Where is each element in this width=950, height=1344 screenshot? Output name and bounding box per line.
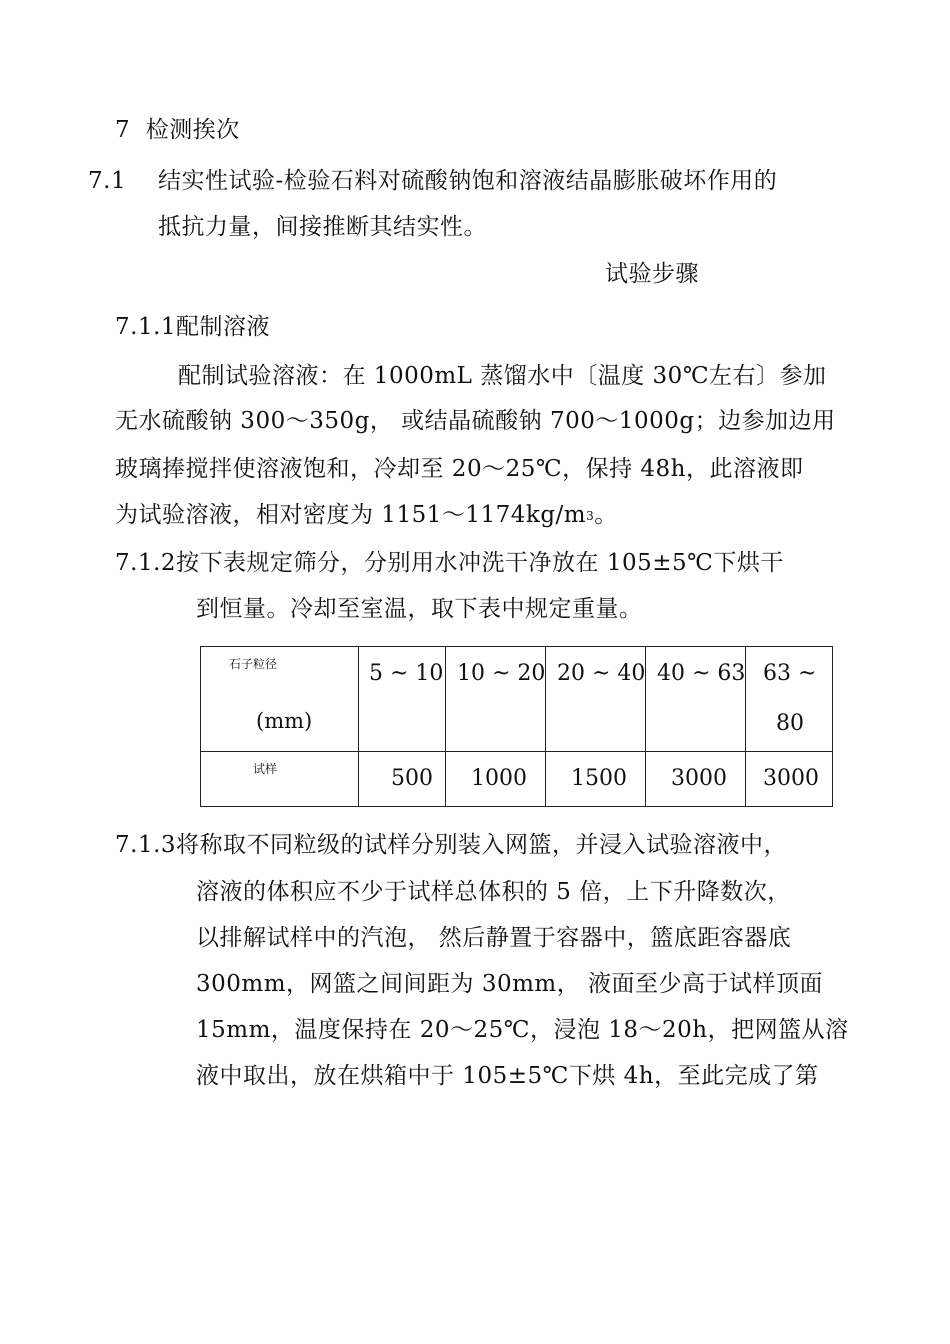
weight-value: 1500 [571,766,627,791]
table-row [201,647,833,752]
size-label: 石子粒径 [229,657,278,671]
section-7-1-3-line2: 溶液的体积应不少于试样总体积的 5 倍，上下升降数次， [196,879,791,905]
range-cell [546,647,646,752]
sample-label-cell [201,752,359,807]
range-cell [359,647,446,752]
cubic-superscript: 3 [586,509,595,523]
section-7-1-2-line2: 到恒量。冷却至室温，取下表中规定重量。 [196,596,643,622]
range-cell [446,647,546,752]
range-label: 5 ~ 10 [369,661,444,686]
sieve-table [200,646,833,807]
section-7-1-number: 7.1 [88,168,127,194]
steps-heading: 试验步骤 [605,261,699,287]
section-7-1-3-line5: 15mm，温度保持在 20～25℃，浸泡 18～20h，把网篮从溶 [196,1017,849,1043]
section-7-1-3-line1: 7.1.3将称取不同粒级的试样分别装入网篮，并浸入试验溶液中， [115,832,788,858]
table-header-cell [201,647,359,752]
section-7-1-3-line3: 以排解试样中的汽泡， 然后静置于容器中，篮底距容器底 [196,925,792,951]
range-cell [646,647,746,752]
table-row [201,752,833,807]
section-7-1-1-title: 7.1.1配制溶液 [115,314,271,340]
range-label: 40 ~ 63 [657,661,746,686]
section-7-1-1-line4-main: 为试验溶液，相对密度为 1151～1174kg/m [115,502,587,528]
weight-value: 3000 [671,766,727,791]
sample-label: 试样 [253,762,278,776]
section-7-1-1-line4 [115,500,618,531]
section-7-1-3-line4: 300mm，网篮之间间距为 30mm， 液面至少高于试样顶面 [196,971,824,997]
range-label: 63 ~ [763,661,817,686]
range-cell [746,647,833,752]
range-label-cont: 80 [776,711,804,736]
section-7-1-1-line4-end: 。 [594,502,618,528]
section-7-number: 7 [115,117,131,143]
weight-cell [746,752,833,807]
range-label: 10 ~ 20 [457,661,546,686]
range-label: 20 ~ 40 [557,661,646,686]
section-7-1-1-line1: 配制试验溶液：在 1000mL 蒸馏水中〔温度 30℃左右〕参加 [178,363,827,389]
section-7-heading [115,115,240,145]
section-7-1-line2: 抵抗力量，间接推断其结实性。 [158,214,487,240]
section-7-1-line1: 结实性试验-检验石料对硫酸钠饱和溶液结晶膨胀破坏作用的 [158,168,778,194]
size-unit: (mm) [256,709,313,733]
section-7-title: 检测挨次 [145,117,240,143]
section-7-1-1-line2: 无水硫酸钠 300～350g， 或结晶硫酸钠 700～1000g；边参加边用 [115,408,836,434]
section-7-1-3-line6: 液中取出，放在烘箱中于 105±5℃下烘 4h，至此完成了第 [196,1063,819,1089]
weight-value: 500 [391,766,433,791]
weight-cell [446,752,546,807]
section-7-1-2-line1: 7.1.2按下表规定筛分，分别用水冲洗干净放在 105±5℃下烘干 [115,550,784,576]
section-7-1-1-line3: 玻璃捧搅拌使溶液饱和，冷却至 20～25℃，保持 48h，此溶液即 [115,456,804,482]
weight-cell [359,752,446,807]
weight-cell [546,752,646,807]
weight-value: 1000 [471,766,527,791]
weight-value: 3000 [763,766,819,791]
weight-cell [646,752,746,807]
